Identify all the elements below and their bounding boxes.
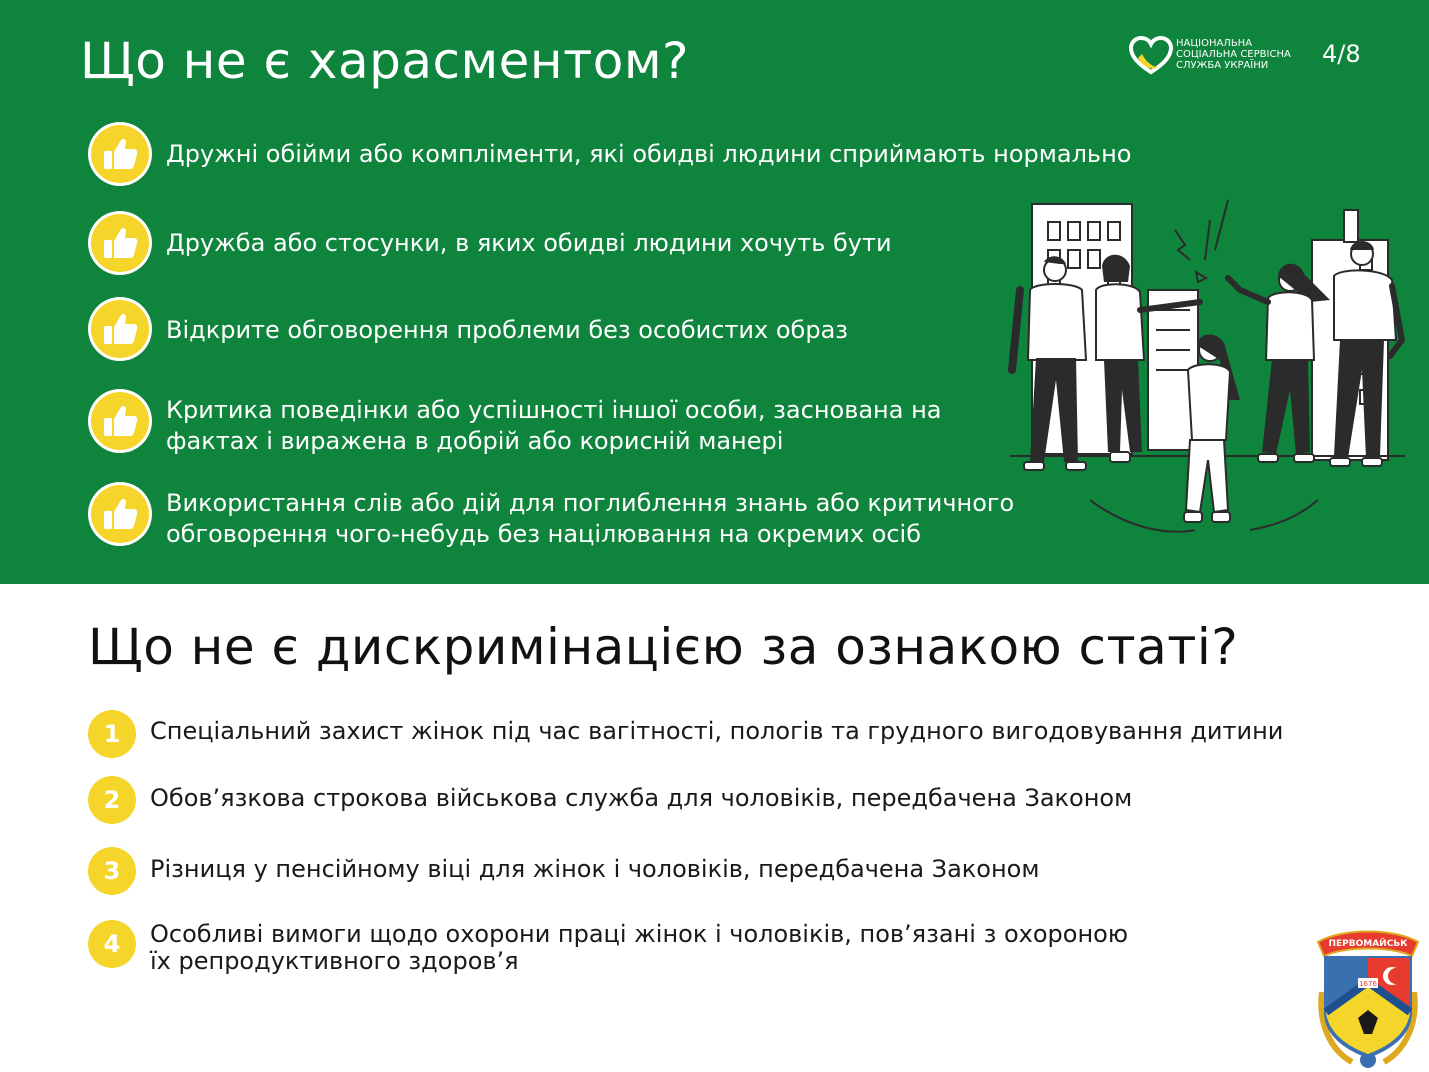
number-badge: 3 (88, 847, 136, 895)
thumbs-up-badge (88, 211, 152, 275)
item-line: Дружба або стосунки, в яких обидві людини хочуть бути (166, 229, 892, 257)
item-text (166, 315, 848, 346)
brand-name (1176, 38, 1291, 71)
thumbs-up-icon (102, 495, 140, 533)
item-text (150, 718, 1283, 745)
number-badge: 2 (88, 776, 136, 824)
item-line: Критика поведінки або успішності іншої особи, заснована на (166, 396, 942, 424)
item-line: фактах і виражена в добрій або корисній манері (166, 427, 784, 455)
crest-year: 1676 (1359, 980, 1377, 988)
thumbs-up-icon (102, 224, 140, 262)
item-line: Використання слів або дій для поглиблення знань або критичного (166, 489, 1015, 517)
thumbs-up-badge (88, 389, 152, 453)
crest-banner: ПЕРВОМАЙСЬК (1328, 939, 1408, 949)
heart-logo-icon (1128, 36, 1174, 76)
item-line: обговорення чого-небудь без націлювання на окремих осіб (166, 520, 921, 548)
item-text (166, 228, 892, 259)
thumbs-up-badge (88, 482, 152, 546)
thumbs-up-icon (102, 135, 140, 173)
item-text (166, 139, 1131, 170)
thumbs-up-badge (88, 297, 152, 361)
brand-line: СОЦІАЛЬНА СЕРВІСНА (1176, 49, 1291, 60)
city-crest-icon (1312, 922, 1424, 1070)
thumbs-up-badge (88, 122, 152, 186)
item-line: Особливі вимоги щодо охорони праці жінок і чоловіків, пов’язані з охороною (150, 920, 1129, 948)
item-text (150, 856, 1039, 883)
item-line: Різниця у пенсійному віці для жінок і чоловіків, передбачена Законом (150, 855, 1040, 883)
people-illustration (1000, 190, 1415, 550)
section-title-discrimination: Що не є дискримінацією за ознакою статі? (88, 618, 1239, 676)
item-text (166, 488, 1014, 550)
item-line: їх репродуктивного здоров’я (150, 947, 519, 975)
number-badge: 1 (88, 710, 136, 758)
item-text (150, 785, 1132, 812)
item-line: Дружні обійми або компліменти, які обидві людини сприймають нормально (166, 140, 1132, 168)
section-title-harassment: Що не є харасментом? (80, 32, 690, 90)
page-number: 4/8 (1322, 40, 1361, 68)
brand-line: СЛУЖБА УКРАЇНИ (1176, 60, 1269, 71)
item-line: Обов’язкова строкова військова служба для чоловіків, передбачена Законом (150, 784, 1133, 812)
brand-line: НАЦІОНАЛЬНА (1176, 38, 1253, 49)
item-line: Спеціальний захист жінок під час вагітності, пологів та грудного вигодовування дитини (150, 717, 1284, 745)
thumbs-up-icon (102, 402, 140, 440)
number-badge: 4 (88, 920, 136, 968)
item-text (166, 395, 941, 457)
item-line: Відкрите обговорення проблеми без особистих образ (166, 316, 849, 344)
item-text (150, 921, 1128, 975)
thumbs-up-icon (102, 310, 140, 348)
nssu-brand (1128, 36, 1378, 80)
